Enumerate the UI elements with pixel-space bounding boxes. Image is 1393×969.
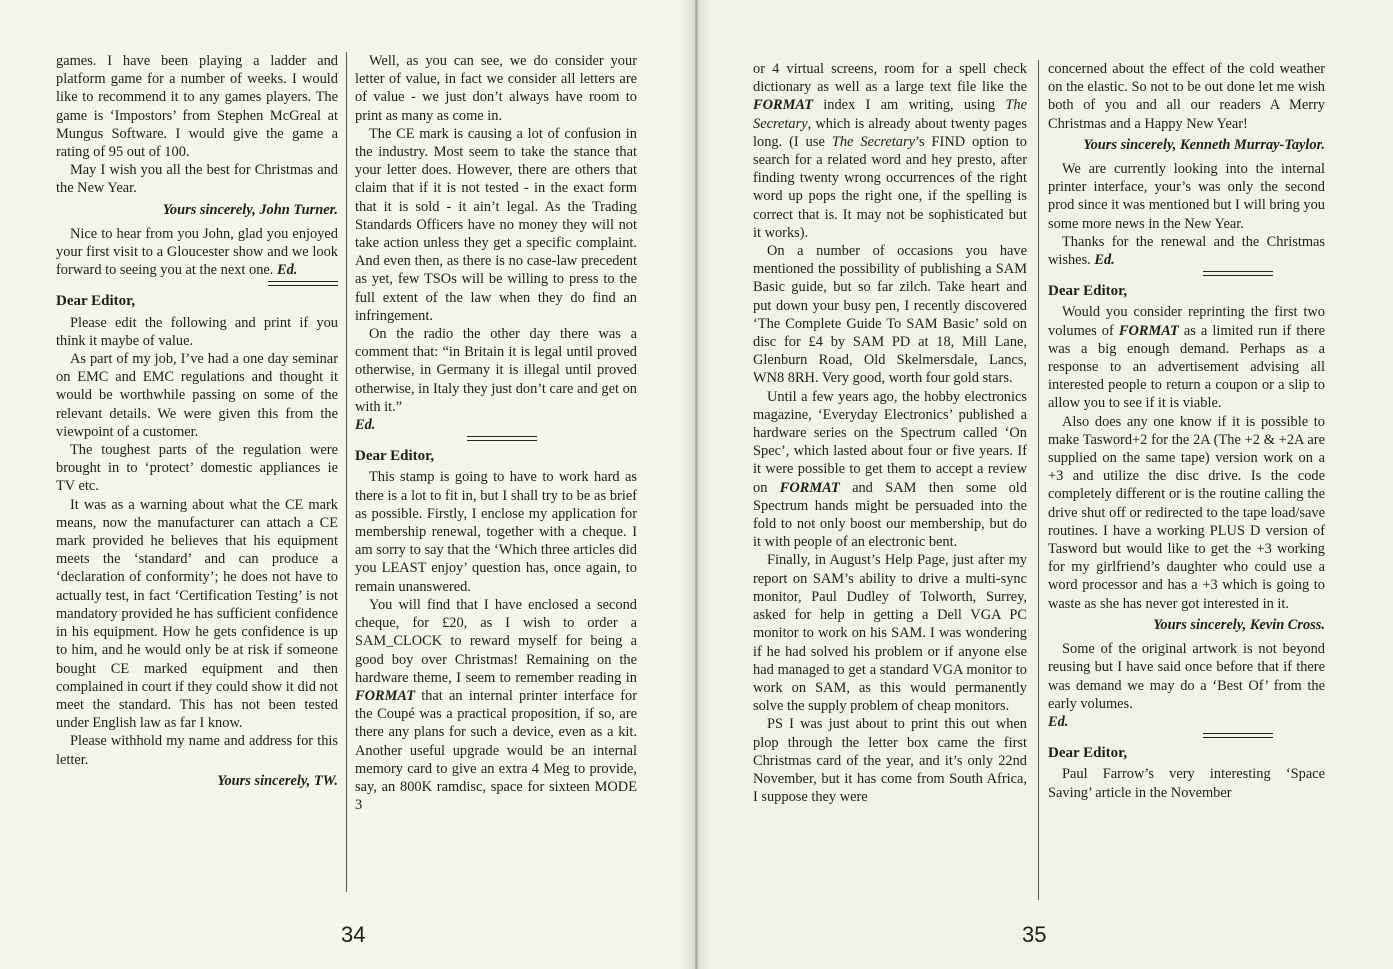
section-rule [1203,271,1273,276]
section-rule [1203,733,1273,738]
editor-initials: Ed. [1094,252,1115,269]
paragraph: The toughest parts of the regulation were brought in to ‘protect’ domestic appliances ie TV etc. [56,442,338,495]
paragraph: Would you consider reprinting the first two volumes of FORMAT as a limited run if there was a big enough demand. Perhaps as a response to an advertisement advising all interested people to return a coupon or a slip to allow you to see if it is viable. [1048,304,1326,412]
editor-reply: Nice to hear from you John, glad you enjoyed your first visit to a Gloucester show and we look forward to seeing you at the next one. Ed. [56,225,338,279]
format-title: FORMAT [779,479,840,496]
paragraph: Until a few years ago, the hobby electronics magazine, ‘Everyday Electronics’ published a hardware series on the Spectrum called ‘On Spec’, which lasted about four or five years. If it were possible to get them to accept a review on FORMAT and SAM then some old Spectrum hands might be persuaded into the fold to not only boost our membership, but do it with people of an electronic bent. [753,388,1027,551]
editor-initials: Ed. [1048,713,1069,730]
paragraph: The CE mark is causing a lot of confusion in the industry. Most seem to take the stance that your letter does. However, there are others that claim that if it is not tested - in the exact form that it is sold - it ain’t legal. As the Trading Standards Officers have no money they will not take action unless they get a specific complaint. And even then, as there is no case-law precedent as yet, few TSOs will be willing to press to the full extent of the law when they do find an infringement. [355,125,637,324]
right-page [697,0,1393,969]
editor-initials: Ed. [277,262,298,279]
signature: Yours sincerely, TW. [217,772,338,789]
paragraph: Paul Farrow’s very interesting ‘Space Saving’ article in the November [1048,766,1325,801]
paragraph: PS I was just about to print this out when plop through the letter box came the first Christmas card of the year, and it’s only 22nd November, but it has come from South Africa, I suppose they were [753,716,1027,806]
book-gutter [680,0,712,969]
paragraph: On the radio the other day there was a comment that: “in Britain it is legal until proved otherwise, in Germany it is illegal until proved otherwise, in Italy they just don’t care and get on with it.” [355,326,637,415]
section-rule [268,281,338,286]
column-divider [1038,60,1039,900]
paragraph: This stamp is going to have to work hard as there is a lot to fit in, but I shall try to be as brief as possible. Firstly, I enclose my application for membership renewal, together with a cheque. I am sorry to say that the ‘Which three articles did you LEAST enjoy’ question has, once again, to remain unanswered. [355,469,637,595]
letter-heading: Dear Editor, [1048,283,1128,300]
paragraph: Please edit the following and print if you think it maybe of value. [56,314,338,349]
page-number: 34 [341,922,366,947]
secretary-title: The Secretary [753,97,1027,132]
editor-initials-line [355,416,637,434]
paragraph: Some of the original artwork is not beyond reusing but I have said once before that if there was demand we may do a ‘Best Of’ from the early volumes. [1048,641,1325,712]
paragraph: Well, as you can see, we do consider your letter of value, in fact we consider all letters are of value - we just don’t always have room to print as many as come in. [355,53,637,124]
signature: Yours sincerely, Kenneth Murray-Taylor. [1083,136,1325,153]
format-title: FORMAT [355,687,415,704]
letter-heading: Dear Editor, [355,448,435,465]
page-number: 35 [1022,922,1047,947]
column-divider [346,52,347,892]
paragraph: We are currently looking into the internal printer interface, your’s was only the second prod since it was mentioned but I will bring you some more news in the New Year. [1048,161,1325,232]
left-column-2 [355,52,637,814]
paragraph: Also does any one know if it is possible to make Tasword+2 for the 2A (The +2 & +2A are supplied on the same tape) version work on a +3 and utilize the disc drive. Is the code completely different or is the routine calling the drive shut off or redirected to the tape load/save routines. I have a working PLUS D version of Tasword but would like to get the +3 working for my girlfriend’s daughter who could use a word processor and has a +3 which is going to waste as she has never got interested in it. [1048,413,1325,612]
left-page [0,0,695,969]
right-column-2 [1048,60,1325,802]
paragraph: May I wish you all the best for Christmas and the New Year. [56,162,338,197]
format-title: FORMAT [1118,322,1179,339]
paragraph: concerned about the effect of the cold weather on the elastic. So not to be out done let me wish both of you and all our readers A Merry Christmas and a Happy New Year! [1048,61,1325,132]
editor-initials: Ed. [355,417,376,434]
format-title: FORMAT [753,97,813,114]
paragraph: On a number of occasions you have mentioned the possibility of publishing a SAM Basic guide, but so far zilch. Take heart and put down your busy pen, I recently discovered ‘The Complete Guide To SAM Basic’ sold on disc for £4 by SAM PD at 18, Mill Lane, Glenburn Road, Old Skelmersdale, Lancs, WN8 8RH. Very good, worth four gold stars. [753,243,1027,387]
signature: Yours sincerely, Kevin Cross. [1153,616,1325,633]
left-column-1 [56,52,338,796]
paragraph: You will find that I have enclosed a second cheque, for £20, as I wish to order a SAM_CLOCK to reward myself for being a good boy over Christmas! Remaining on the hardware theme, I seem to remember reading in FORMAT that an internal printer interface for the Coupé was a practical proposition, if so, are there any plans for such a device, even as a kit. Another useful upgrade would be an internal memory card to give an extra 4 Meg to provide, say, an 800K ramdisc, space for sixteen MODE 3 [355,596,637,814]
right-column-1 [753,60,1027,806]
letter-heading: Dear Editor, [1048,745,1128,762]
paragraph: It was as a warning about what the CE mark means, now the manufacturer can attach a CE mark provided he believes that his equipment meets the ‘standard’ and can produce a ‘declaration of conformity’; he does not have to actually test, in fact ‘Certification Testing’ is not mandatory provided he has sufficient confidence in his equipment. How he gets confidence is up to him, and he would only be at risk if someone bought CE marked equipment and then complained in court if they could show it did not meet the standard. This has not been tested under English law as far I know. [56,496,338,732]
editor-initials-line [1048,713,1325,731]
editor-reply: Thanks for the renewal and the Christmas wishes. Ed. [1048,233,1325,269]
section-rule [467,436,537,441]
secretary-title: The Secretary [831,133,915,150]
paragraph: Finally, in August’s Help Page, just after my report on SAM’s ability to drive a multi-sync monitor, Paul Dudley of Tolworth, Surrey, asked for help in getting a Dell VGA PC monitor to work on his SAM. I was wondering if he had solved his problem or if anyone else had managed to get a standard VGA monitor to work on SAM, as this would permanently solve the supply problem of cheap monitors. [753,552,1027,715]
paragraph: or 4 virtual screens, room for a spell check dictionary as well as a large text file like the FORMAT index I am writing, using The Secretary, which is already about twenty pages long. (I use The Secretary’s FIND option to search for a related word and hey presto, after finding twenty wrong occurrences of the right word up pops the right one, if the spelling is correct that is. It may not be sophisticated but it works). [753,61,1027,241]
paragraph: As part of my job, I’ve had a one day seminar on EMC and EMC regulations and thought it would be worthwhile passing on some of the relevant details. We were given this from the viewpoint of a customer. [56,351,338,440]
letter-heading: Dear Editor, [56,293,136,310]
paragraph: Please withhold my name and address for this letter. [56,733,338,768]
paragraph: games. I have been playing a ladder and platform game for a number of weeks. I would like to recommend it to any games players. The game is ‘Impostors’ from Stephen McGreal at Mungus Software. I would give the game a rating of 95 out of 100. [56,53,338,161]
signature: Yours sincerely, John Turner. [162,201,338,218]
